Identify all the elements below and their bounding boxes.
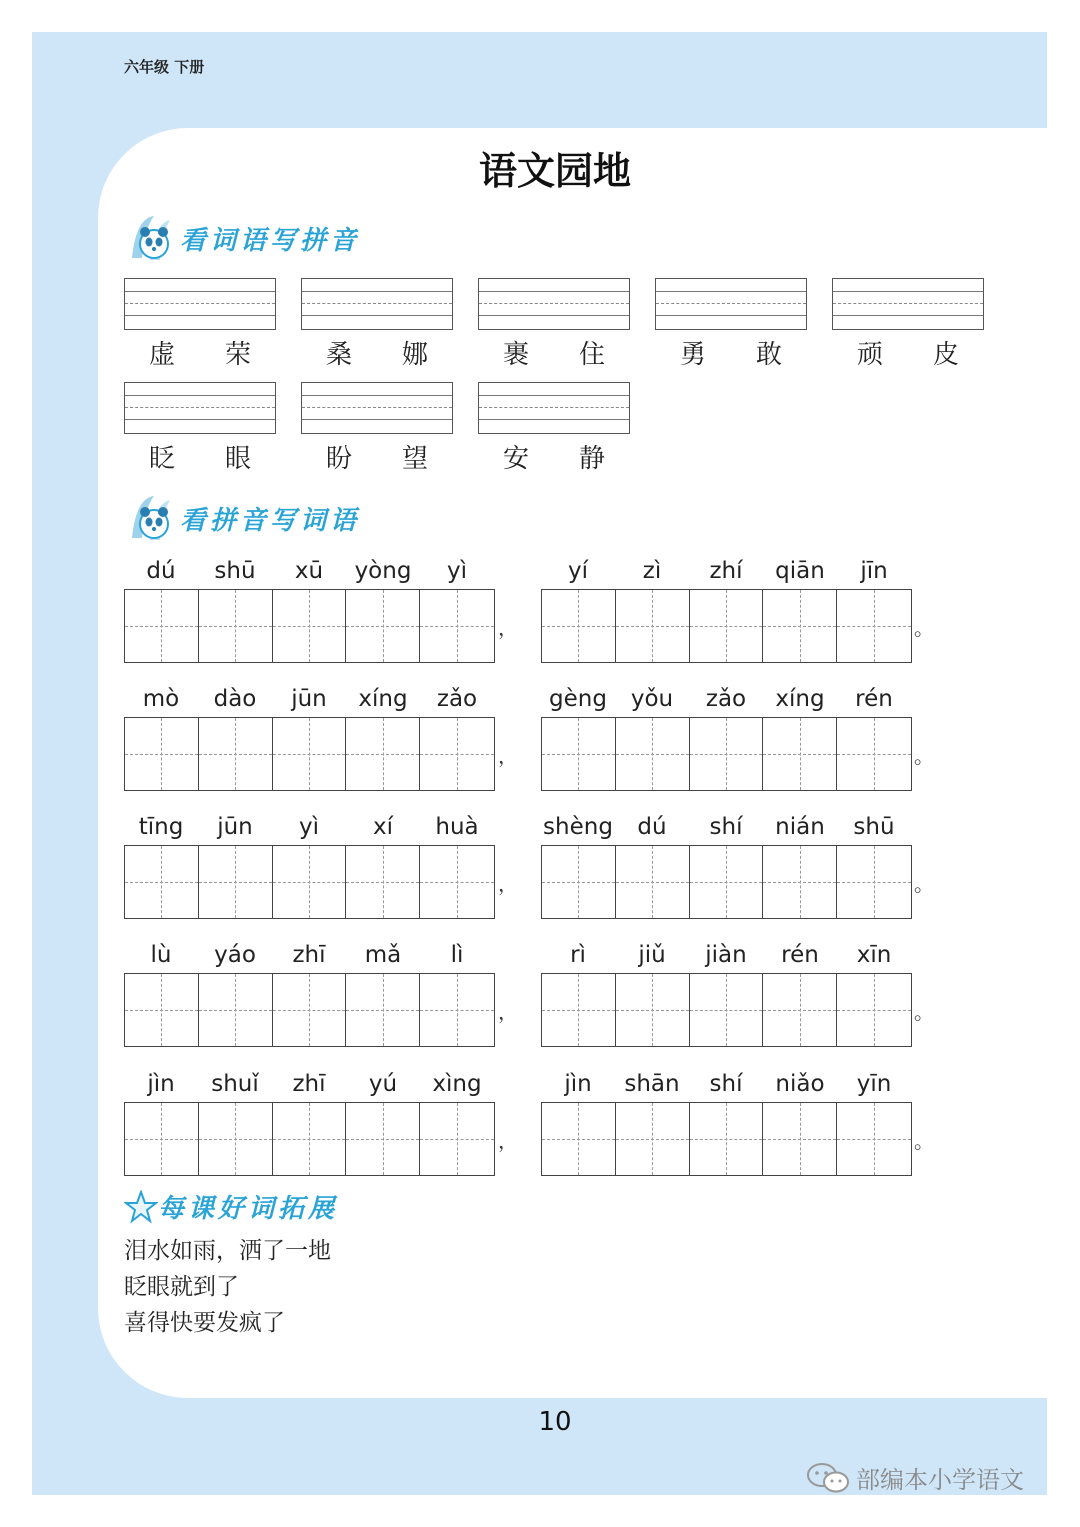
pinyin-label: dú (637, 814, 667, 840)
section-title-2: 看拼音写词语 (180, 505, 361, 536)
character-cell[interactable] (346, 1103, 420, 1175)
pinyin-label: shū (214, 558, 256, 584)
word-line-2: 眨眼就到了 (124, 1274, 239, 1300)
character-cell[interactable] (420, 1103, 494, 1175)
character-cell[interactable] (273, 846, 347, 918)
character-cell[interactable] (420, 590, 494, 662)
word (124, 438, 276, 475)
character-cell[interactable] (125, 718, 199, 790)
comma: ， (498, 1129, 518, 1153)
character-cell[interactable] (690, 846, 764, 918)
section-title-3: 每课好词拓展 (158, 1194, 339, 1224)
panda-icon (124, 490, 180, 546)
pinyin-answer-box[interactable] (301, 278, 453, 330)
pinyin-label: lù (150, 942, 172, 968)
pinyin-label: jìn (564, 1071, 592, 1097)
character-cell[interactable] (346, 590, 420, 662)
pinyin-label: jūn (291, 686, 327, 712)
character-cell[interactable] (690, 590, 764, 662)
character-cell[interactable] (616, 846, 690, 918)
pinyin-label: jiàn (705, 942, 747, 968)
character-cell[interactable] (346, 974, 420, 1046)
pinyin-label: yáo (214, 942, 256, 968)
panda-icon (124, 210, 180, 266)
character-cell[interactable] (690, 718, 764, 790)
character-cell[interactable] (420, 846, 494, 918)
character-cell[interactable] (199, 590, 273, 662)
pinyin-label: qiān (775, 558, 825, 584)
pinyin-label: huà (435, 814, 479, 840)
pinyin-label: gèng (549, 686, 607, 712)
word-char: 荣 (224, 340, 251, 370)
word-char: 望 (401, 444, 428, 474)
pinyin-label: mò (142, 686, 180, 712)
pinyin-label: lì (450, 942, 464, 968)
pinyin-answer-box[interactable] (124, 278, 276, 330)
pinyin-label: rén (781, 942, 819, 968)
character-grid (541, 717, 912, 791)
character-cell[interactable] (837, 718, 911, 790)
pinyin-label: jìn (147, 1071, 175, 1097)
character-grid (124, 1102, 495, 1176)
word-char: 虚 (148, 340, 175, 370)
character-cell[interactable] (542, 1103, 616, 1175)
pinyin-answer-box[interactable] (478, 382, 630, 434)
comma: ， (498, 616, 518, 640)
character-cell[interactable] (616, 590, 690, 662)
word-char: 顽 (856, 340, 883, 370)
pinyin-label: xū (294, 558, 324, 584)
pinyin-answer-box[interactable] (655, 278, 807, 330)
pinyin-label: zhī (292, 942, 326, 968)
pinyin-label: nián (775, 814, 825, 840)
character-cell[interactable] (273, 718, 347, 790)
pinyin-label: yīn (856, 1071, 892, 1097)
pinyin-label: yì (298, 814, 319, 840)
word-char: 眨 (148, 444, 175, 474)
word-char: 皮 (932, 340, 959, 370)
pinyin-label: mǎ (364, 942, 402, 968)
character-cell[interactable] (763, 718, 837, 790)
period: 。 (914, 1000, 934, 1024)
pinyin-label: shū (853, 814, 895, 840)
character-cell[interactable] (125, 1103, 199, 1175)
character-cell[interactable] (199, 846, 273, 918)
character-grid (124, 717, 495, 791)
word-char: 盼 (325, 444, 352, 474)
word-char: 勇 (679, 340, 706, 370)
character-cell[interactable] (763, 590, 837, 662)
word (124, 334, 276, 371)
character-grid (124, 973, 495, 1047)
watermark-text: 部编本小学语文 (856, 1466, 1024, 1494)
pinyin-label: yú (368, 1071, 398, 1097)
character-cell[interactable] (542, 718, 616, 790)
character-cell[interactable] (273, 974, 347, 1046)
word-char: 住 (578, 340, 605, 370)
star-icon (124, 1190, 158, 1224)
word-char: 眼 (224, 444, 251, 474)
pinyin-label: zhī (292, 1071, 326, 1097)
character-grid (541, 845, 912, 919)
character-cell[interactable] (125, 974, 199, 1046)
pinyin-label: niǎo (775, 1071, 825, 1097)
character-cell[interactable] (616, 1103, 690, 1175)
pinyin-label: yòng (354, 558, 412, 584)
pinyin-label: jiǔ (638, 942, 666, 968)
period: 。 (914, 744, 934, 768)
pinyin-label: zhí (709, 558, 743, 584)
section-header-3 (124, 1188, 338, 1225)
period: 。 (914, 1129, 934, 1153)
pinyin-label: xìng (432, 1071, 482, 1097)
word-char: 安 (502, 444, 529, 474)
pinyin-answer-box[interactable] (124, 382, 276, 434)
pinyin-answer-box[interactable] (832, 278, 984, 330)
pinyin-label: tīng (138, 814, 184, 840)
pinyin-answer-box[interactable] (478, 278, 630, 330)
pinyin-label: yì (446, 558, 467, 584)
character-cell[interactable] (273, 1103, 347, 1175)
period: 。 (914, 616, 934, 640)
pinyin-label: rì (570, 942, 586, 968)
word (832, 334, 984, 371)
pinyin-label: shèng (543, 814, 613, 840)
character-cell[interactable] (837, 974, 911, 1046)
comma: ， (498, 1000, 518, 1024)
pinyin-label: zǎo (705, 686, 747, 712)
pinyin-label: zì (642, 558, 662, 584)
comma: ， (498, 744, 518, 768)
character-cell[interactable] (420, 718, 494, 790)
character-cell[interactable] (763, 1103, 837, 1175)
character-cell[interactable] (199, 718, 273, 790)
word-char: 静 (578, 444, 605, 474)
character-cell[interactable] (542, 846, 616, 918)
pinyin-label: yǒu (630, 686, 674, 712)
character-cell[interactable] (542, 974, 616, 1046)
pinyin-label: dào (213, 686, 257, 712)
pinyin-label: dú (146, 558, 176, 584)
character-grid (541, 973, 912, 1047)
page-number: 10 (538, 1407, 572, 1437)
character-cell[interactable] (199, 1103, 273, 1175)
section-header-2 (124, 490, 360, 546)
watermark (806, 1460, 1024, 1495)
character-cell[interactable] (763, 846, 837, 918)
period: 。 (914, 872, 934, 896)
character-cell[interactable] (837, 1103, 911, 1175)
character-cell[interactable] (542, 590, 616, 662)
character-cell[interactable] (837, 590, 911, 662)
word (478, 334, 630, 371)
pinyin-label: xíng (775, 686, 825, 712)
character-cell[interactable] (616, 974, 690, 1046)
character-cell[interactable] (763, 974, 837, 1046)
pinyin-label: jīn (860, 558, 888, 584)
pinyin-label: zǎo (436, 686, 478, 712)
character-cell[interactable] (125, 590, 199, 662)
section-title-1: 看词语写拼音 (180, 225, 361, 256)
pinyin-label: xíng (358, 686, 408, 712)
pinyin-label: shuǐ (211, 1071, 259, 1097)
pinyin-label: rén (855, 686, 893, 712)
character-cell[interactable] (837, 846, 911, 918)
word (301, 334, 453, 371)
pinyin-label: yí (567, 558, 588, 584)
character-cell[interactable] (420, 974, 494, 1046)
word-line-3: 喜得快要发疯了 (124, 1310, 285, 1336)
pinyin-answer-box[interactable] (301, 382, 453, 434)
page-title: 语文园地 (478, 148, 631, 193)
character-grid (541, 589, 912, 663)
pinyin-label: shān (624, 1071, 680, 1097)
comma: ， (498, 872, 518, 896)
character-cell[interactable] (199, 974, 273, 1046)
word-line-1: 泪水如雨，洒了一地 (124, 1238, 331, 1264)
character-cell[interactable] (690, 974, 764, 1046)
word (655, 334, 807, 371)
word-char: 娜 (401, 340, 428, 370)
character-cell[interactable] (616, 718, 690, 790)
pinyin-label: jūn (217, 814, 253, 840)
character-cell[interactable] (346, 718, 420, 790)
character-grid (541, 1102, 912, 1176)
character-grid (124, 589, 495, 663)
pinyin-label: shí (709, 1071, 743, 1097)
word-char: 敢 (755, 340, 782, 370)
character-cell[interactable] (125, 846, 199, 918)
character-cell[interactable] (346, 846, 420, 918)
wechat-icon (806, 1461, 850, 1495)
character-cell[interactable] (690, 1103, 764, 1175)
word-char: 桑 (325, 340, 352, 370)
word (478, 438, 630, 475)
section-header-1 (124, 210, 360, 266)
character-grid (124, 845, 495, 919)
word-char: 裹 (502, 340, 529, 370)
grade-label: 六年级 下册 (124, 58, 205, 76)
character-cell[interactable] (273, 590, 347, 662)
word (301, 438, 453, 475)
pinyin-label: shí (709, 814, 743, 840)
pinyin-label: xīn (856, 942, 892, 968)
pinyin-label: xí (372, 814, 393, 840)
